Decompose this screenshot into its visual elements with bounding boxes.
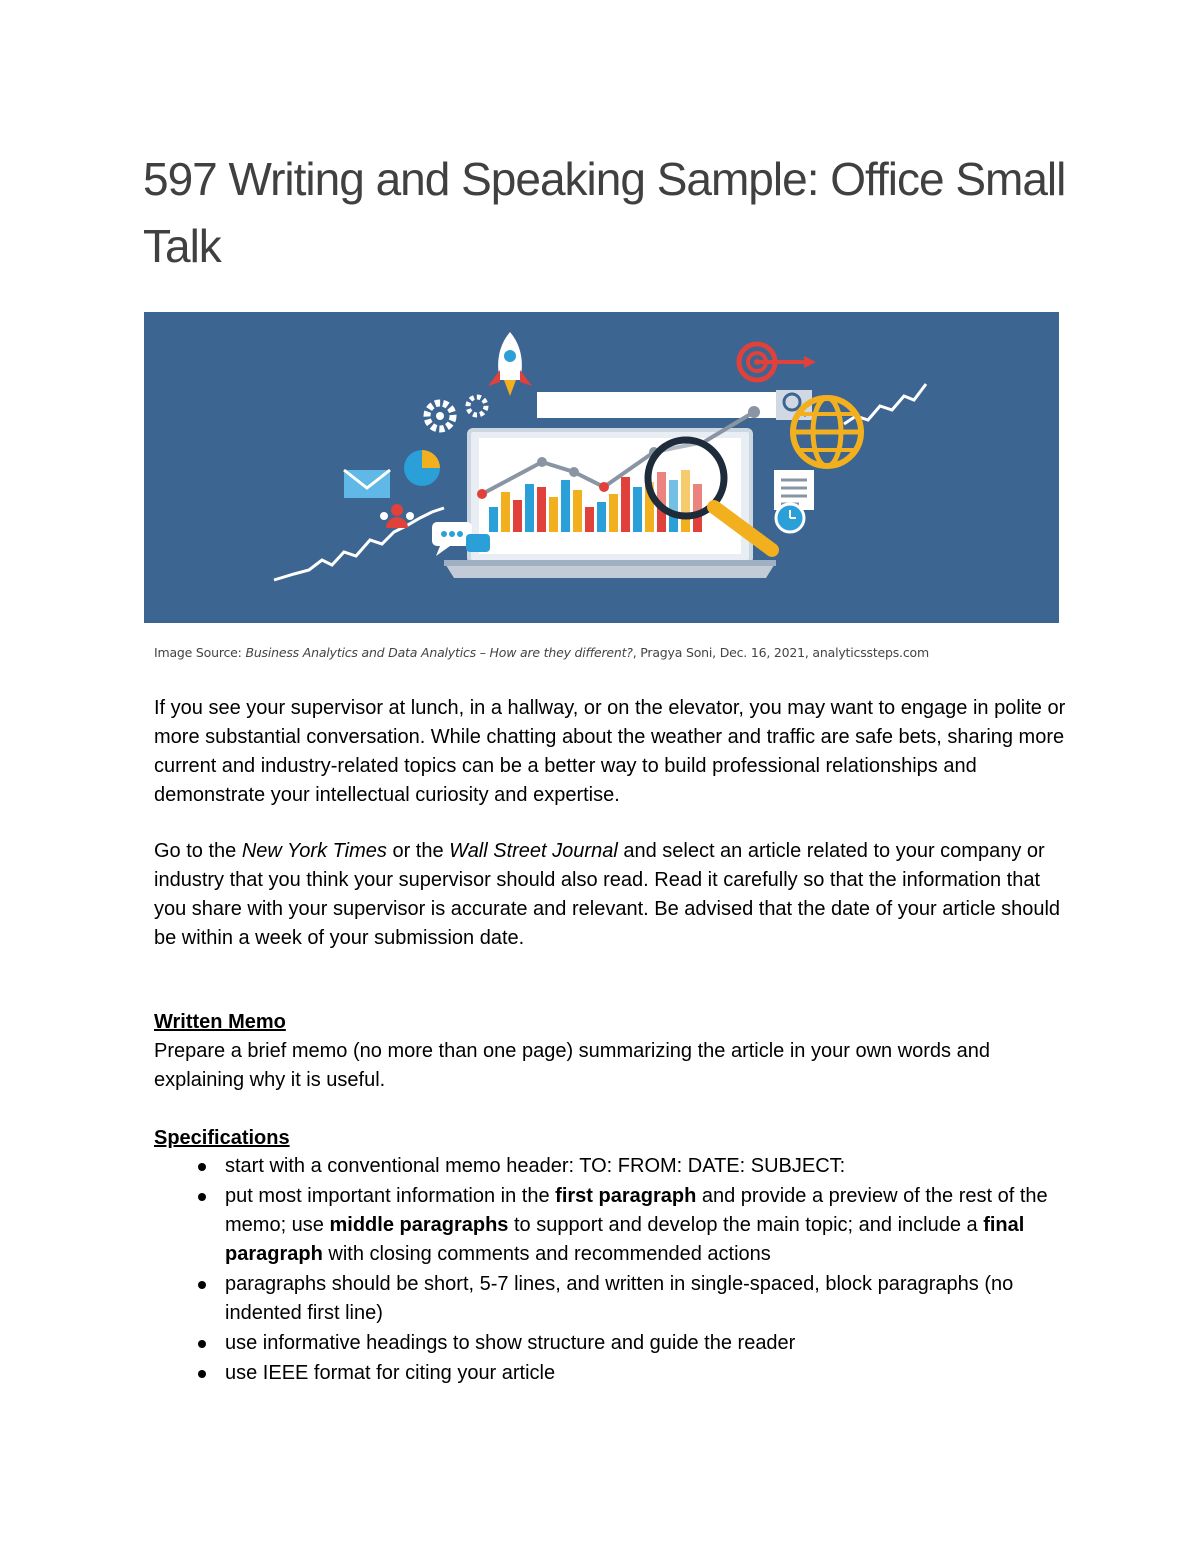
instructions-text-3: and select an article related to your company or industry that you think your supervisor should also read. Read it carefully so that the information that you share with your supervisor is accurate and relevant. Be advised that the date of your article should be within a week of your submission date. (154, 840, 1061, 949)
spec-middle-paragraphs: middle paragraphs (329, 1214, 509, 1236)
envelope-icon (344, 470, 390, 498)
search-bar-icon (537, 390, 812, 420)
trend-line-left (274, 508, 444, 580)
analytics-illustration (144, 312, 1059, 623)
spec-memo-header: start with a conventional memo header: TO: FROM: DATE: SUBJECT: (225, 1155, 846, 1177)
wsj-name: Wall Street Journal (449, 840, 618, 862)
caption-prefix: Image Source: (154, 645, 246, 660)
instructions-paragraph (154, 837, 1069, 953)
rocket-icon (488, 332, 532, 396)
caption-source: , Pragya Soni, Dec. 16, 2021, analyticssteps.com (632, 645, 929, 660)
specifications-list (154, 1152, 1054, 1389)
caption-article-title: Business Analytics and Data Analytics – How are they different? (245, 645, 633, 660)
list-item (154, 1270, 1054, 1328)
spec-headings: use informative headings to show structure and guide the reader (225, 1332, 796, 1354)
spec-paragraph-length: paragraphs should be short, 5-7 lines, and written in single-spaced, block paragraphs (no indented first line) (225, 1273, 1014, 1324)
list-item (154, 1359, 1054, 1388)
globe-icon (793, 398, 861, 466)
spec-structure-text-4: with closing comments and recommended actions (322, 1243, 771, 1265)
target-icon (739, 344, 816, 380)
spec-first-paragraph: first paragraph (555, 1185, 697, 1207)
spec-final-paragraph: final paragraph (225, 1214, 1025, 1265)
spec-structure-text-2: and provide a preview of the rest of the memo; use (225, 1185, 1048, 1236)
list-item (154, 1329, 1054, 1358)
specifications-heading: Specifications (154, 1127, 290, 1149)
instructions-text-1: Go to the (154, 840, 242, 862)
nyt-name: New York Times (241, 840, 387, 862)
gears-icon (427, 397, 486, 429)
spec-structure-text-1: put most important information in the (225, 1185, 556, 1207)
instructions-text-2: or the (386, 840, 450, 862)
page-title: 597 Writing and Speaking Sample: Office Small Talk (143, 153, 1066, 272)
clock-icon (776, 504, 804, 532)
written-memo-heading: Written Memo (154, 1011, 286, 1033)
written-memo-text: Prepare a brief memo (no more than one page) summarizing the article in your own words and explaining why it is useful. (154, 1040, 990, 1091)
pie-chart-icon (404, 450, 440, 486)
spec-citation: use IEEE format for citing your article (225, 1362, 556, 1384)
image-caption (154, 645, 929, 660)
spec-structure-text-3: to support and develop the main topic; and include a (508, 1214, 984, 1236)
list-item (154, 1152, 1054, 1181)
list-item (154, 1182, 1054, 1269)
intro-paragraph: If you see your supervisor at lunch, in a hallway, or on the elevator, you may want to engage in polite or more substantial conversation. While chatting about the weather and traffic are safe bets, sharing more current and industry-related topics can be a better way to build professional relationships and demonstrate your intellectual curiosity and expertise. (154, 697, 1066, 806)
